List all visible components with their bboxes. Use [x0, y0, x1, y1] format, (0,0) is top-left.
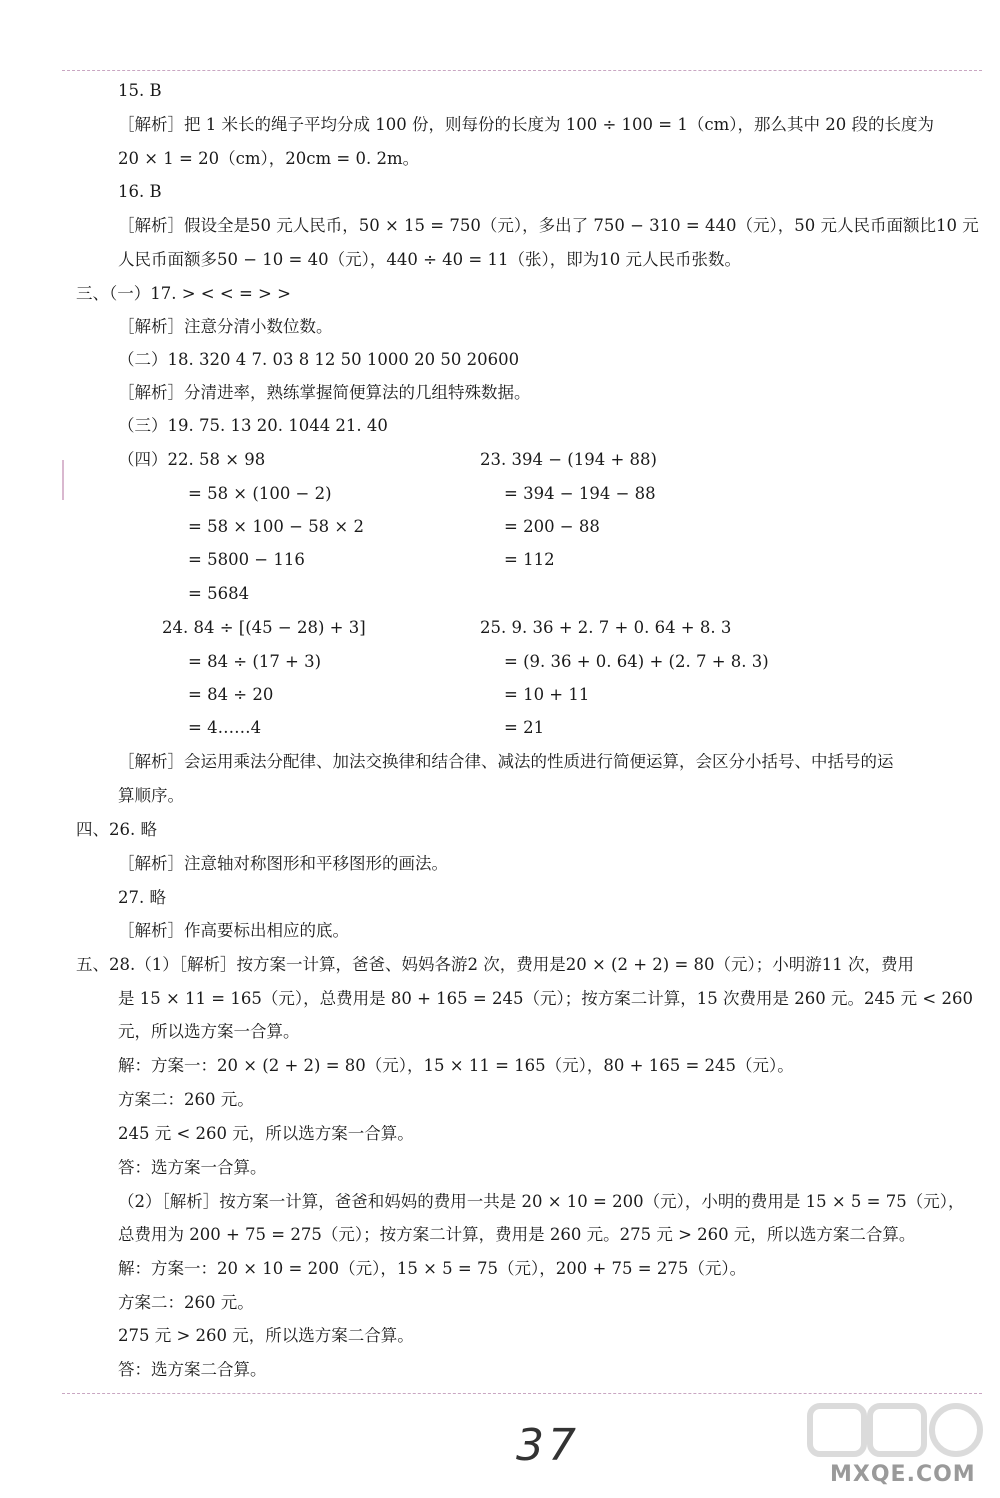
q22-result: = 5684	[188, 584, 250, 603]
q28-2-analysis: （2）［解析］按方案一计算，爸爸和妈妈的费用一共是 20 × 10 = 200（元），小明的费用是 15 × 5 = 75（元），	[118, 1192, 965, 1211]
q28-2-analysis-cont: 总费用为 200 + 75 = 275（元）；按方案二计算，费用是 260 元。275 元 > 260 元，所以选方案二合算。	[118, 1225, 916, 1244]
q15-answer: 15. B	[118, 81, 162, 100]
q22-expression: （四）22. 58 × 98	[118, 450, 266, 469]
top-rule	[62, 70, 982, 71]
q16-answer: 16. B	[118, 182, 162, 201]
q24-result: = 4……4	[188, 718, 262, 737]
q22-step1: = 58 × (100 − 2)	[188, 484, 332, 503]
q25-result: = 21	[504, 718, 545, 737]
page-number: 37	[516, 1420, 580, 1471]
q17-analysis: ［解析］注意分清小数位数。	[118, 317, 333, 336]
q16-analysis: ［解析］假设全是50 元人民币，50 × 15 = 750（元），多出了 750 − 310 = 440（元），50 元人民币面额比10 元	[118, 216, 979, 235]
q23-expression: 23. 394 − (194 + 88)	[480, 450, 657, 469]
q28-1-analysis-end: 元，所以选方案一合算。	[118, 1022, 300, 1041]
q28-1-solution: 解：方案一：20 × (2 + 2) = 80（元），15 × 11 = 165（元），80 + 165 = 245（元）。	[118, 1056, 794, 1075]
q23-step1: = 394 − 194 − 88	[504, 484, 656, 503]
part4-analysis: ［解析］会运用乘法分配律、加法交换律和结合律、减法的性质进行简便运算，会区分小括号、中括号的运	[118, 752, 894, 771]
section3-part3: （三）19. 75. 13 20. 1044 21. 40	[118, 416, 388, 435]
q25-step2: = 10 + 11	[504, 685, 590, 704]
section4-q26: 四、26. 略	[76, 820, 157, 839]
q24-expression: 24. 84 ÷ [(45 − 28) + 3]	[162, 618, 366, 637]
q22-step2: = 58 × 100 − 58 × 2	[188, 517, 364, 536]
q15-analysis-cont: 20 × 1 = 20（cm），20cm = 0. 2m。	[118, 149, 420, 168]
q15-analysis: ［解析］把 1 米长的绳子平均分成 100 份，则每份的长度为 100 ÷ 100 = 1（cm），那么其中 20 段的长度为	[118, 115, 934, 134]
part4-analysis-cont: 算顺序。	[118, 786, 184, 805]
q28-1-compare: 245 元 < 260 元，所以选方案一合算。	[118, 1124, 414, 1143]
q23-step2: = 200 − 88	[504, 517, 600, 536]
q27-answer: 27. 略	[118, 888, 166, 907]
watermark-text: MXQE.COM	[830, 1462, 976, 1487]
q16-analysis-cont: 人民币面额多50 − 10 = 40（元），440 ÷ 40 = 11（张），即为10 元人民币张数。	[118, 250, 741, 269]
q24-step2: = 84 ÷ 20	[188, 685, 274, 704]
q26-analysis: ［解析］注意轴对称图形和平移图形的画法。	[118, 854, 448, 873]
q28-1-analysis-cont: 是 15 × 11 = 165（元），总费用是 80 + 165 = 245（元）；按方案二计算，15 次费用是 260 元。245 元 < 260	[118, 989, 973, 1008]
q27-analysis: ［解析］作高要标出相应的底。	[118, 921, 349, 940]
q22-step3: = 5800 − 116	[188, 550, 305, 569]
q28-1-conclusion: 答：选方案一合算。	[118, 1158, 267, 1177]
q28-2-compare: 275 元 > 260 元，所以选方案二合算。	[118, 1326, 414, 1345]
section3-part1: 三、（一）17. > < < = > >	[76, 284, 291, 303]
q28-2-plan2: 方案二：260 元。	[118, 1293, 254, 1312]
q24-step1: = 84 ÷ (17 + 3)	[188, 652, 322, 671]
q28-1-plan2: 方案二：260 元。	[118, 1090, 254, 1109]
q25-step1: = (9. 36 + 0. 64) + (2. 7 + 8. 3)	[504, 652, 769, 671]
q25-expression: 25. 9. 36 + 2. 7 + 0. 64 + 8. 3	[480, 618, 732, 637]
bottom-rule	[62, 1393, 982, 1394]
q28-2-solution: 解：方案一：20 × 10 = 200（元），15 × 5 = 75（元），200 + 75 = 275（元）。	[118, 1259, 747, 1278]
section3-part2: （二）18. 320 4 7. 03 8 12 50 1000 20 50 20600	[118, 350, 520, 369]
margin-mark	[62, 460, 64, 500]
q18-analysis: ［解析］分清进率，熟练掌握简便算法的几组特殊数据。	[118, 383, 531, 402]
q23-result: = 112	[504, 550, 555, 569]
section5-q28-1: 五、28.（1）［解析］按方案一计算，爸爸、妈妈各游2 次，费用是20 × (2 + 2) = 80（元）；小明游11 次，费用	[76, 955, 915, 974]
q28-2-conclusion: 答：选方案二合算。	[118, 1360, 267, 1379]
